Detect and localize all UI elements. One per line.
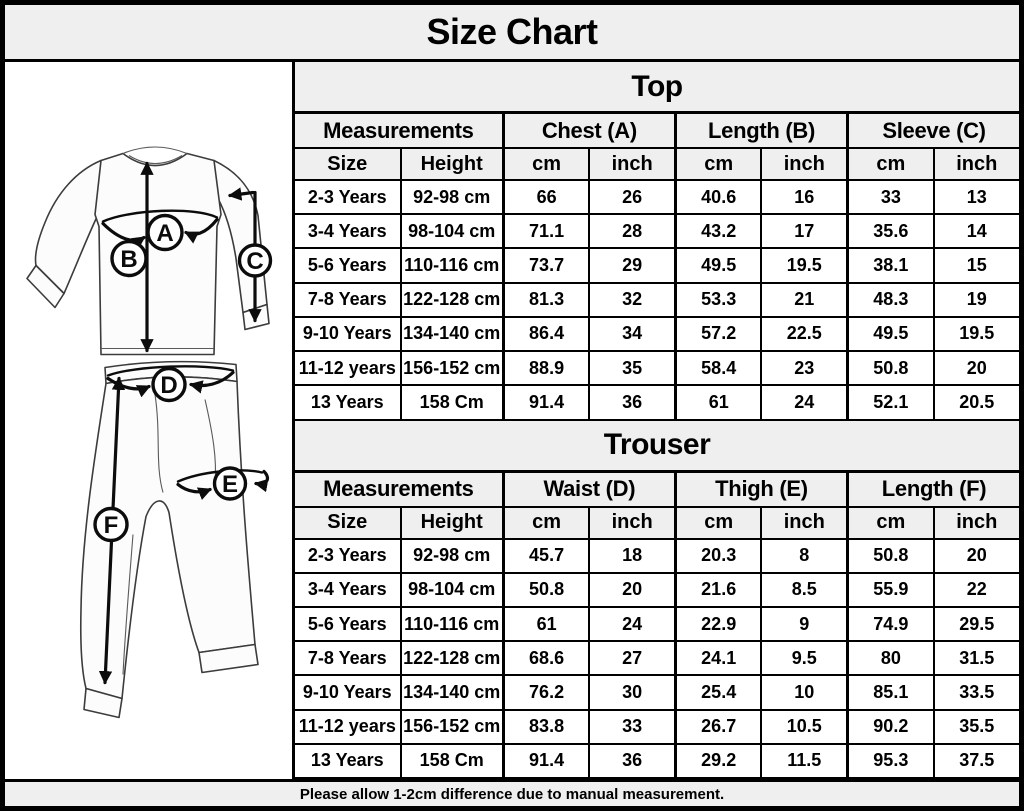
label-D: D	[160, 372, 178, 399]
table-cell: 50.8	[848, 351, 934, 385]
sub-header: Height	[401, 148, 504, 180]
table-cell: 30	[589, 675, 675, 709]
pajama-diagram-panel	[5, 62, 295, 779]
sub-header: Height	[401, 507, 504, 539]
table-cell: 27	[589, 641, 675, 675]
table-cell: 22	[934, 573, 1019, 607]
table-cell: 49.5	[848, 317, 934, 351]
table-cell: 57.2	[675, 317, 761, 351]
table-cell: 86.4	[503, 317, 589, 351]
sub-header: cm	[848, 507, 934, 539]
table-cell: 11.5	[761, 744, 847, 778]
main-area	[5, 62, 1019, 779]
table-cell: 19.5	[761, 248, 847, 282]
table-cell: 35.6	[848, 214, 934, 248]
table-cell: 17	[761, 214, 847, 248]
table-cell: 158 Cm	[401, 744, 504, 778]
table-row	[295, 539, 1019, 573]
footer-note: Please allow 1-2cm difference due to manual measurement.	[299, 785, 725, 803]
table-cell: 38.1	[848, 248, 934, 282]
group-header-measurements: Measurements	[295, 114, 503, 148]
sub-header: inch	[934, 507, 1019, 539]
table-row	[295, 180, 1019, 214]
label-C: C	[246, 248, 264, 275]
table-row	[295, 573, 1019, 607]
table-row	[295, 317, 1019, 351]
label-F-badge	[95, 509, 127, 541]
pajama-diagram	[5, 62, 292, 779]
table-cell: 35.5	[934, 710, 1019, 744]
label-C-badge	[240, 245, 271, 276]
page-title: Size Chart	[426, 11, 598, 52]
table-cell: 45.7	[503, 539, 589, 573]
table-cell: 58.4	[675, 351, 761, 385]
table-cell: 34	[589, 317, 675, 351]
section-trouser-band	[295, 421, 1019, 473]
table-cell: 9-10 Years	[295, 675, 401, 709]
table-cell: 55.9	[848, 573, 934, 607]
table-cell: 43.2	[675, 214, 761, 248]
table-cell: 74.9	[848, 607, 934, 641]
table-cell: 33	[589, 710, 675, 744]
table-cell: 15	[934, 248, 1019, 282]
sub-header: inch	[589, 507, 675, 539]
table-row	[295, 283, 1019, 317]
table-cell: 7-8 Years	[295, 641, 401, 675]
table-row	[295, 675, 1019, 709]
footer-band	[5, 779, 1019, 806]
table-cell: 35	[589, 351, 675, 385]
table-cell: 8.5	[761, 573, 847, 607]
group-header-measurements: Measurements	[295, 473, 503, 507]
sub-header-row	[295, 507, 1019, 539]
sub-header: inch	[934, 148, 1019, 180]
table-cell: 26.7	[675, 710, 761, 744]
table-cell: 91.4	[503, 385, 589, 419]
section-top-band	[295, 62, 1019, 114]
table-cell: 50.8	[503, 573, 589, 607]
label-E-badge	[215, 468, 246, 499]
table-cell: 32	[589, 283, 675, 317]
table-cell: 53.3	[675, 283, 761, 317]
group-header-length: Length (B)	[675, 114, 847, 148]
group-header-waist: Waist (D)	[503, 473, 675, 507]
table-cell: 31.5	[934, 641, 1019, 675]
table-cell: 80	[848, 641, 934, 675]
table-cell: 156-152 cm	[401, 351, 504, 385]
table-cell: 18	[589, 539, 675, 573]
table-cell: 122-128 cm	[401, 641, 504, 675]
table-cell: 24.1	[675, 641, 761, 675]
table-cell: 91.4	[503, 744, 589, 778]
table-cell: 7-8 Years	[295, 283, 401, 317]
table-cell: 52.1	[848, 385, 934, 419]
table-cell: 33	[848, 180, 934, 214]
table-cell: 92-98 cm	[401, 180, 504, 214]
table-cell: 16	[761, 180, 847, 214]
table-cell: 9.5	[761, 641, 847, 675]
sub-header: cm	[675, 148, 761, 180]
sub-header: inch	[761, 507, 847, 539]
table-cell: 24	[589, 607, 675, 641]
table-cell: 24	[761, 385, 847, 419]
table-cell: 85.1	[848, 675, 934, 709]
label-B-badge	[112, 242, 146, 276]
label-B: B	[120, 246, 138, 273]
table-cell: 23	[761, 351, 847, 385]
table-cell: 134-140 cm	[401, 317, 504, 351]
table-cell: 5-6 Years	[295, 248, 401, 282]
section-top	[295, 62, 1019, 421]
table-cell: 10.5	[761, 710, 847, 744]
table-cell: 20	[934, 351, 1019, 385]
table-cell: 40.6	[675, 180, 761, 214]
table-row	[295, 248, 1019, 282]
table-cell: 76.2	[503, 675, 589, 709]
table-cell: 48.3	[848, 283, 934, 317]
size-table-trouser	[295, 473, 1019, 780]
table-cell: 61	[503, 607, 589, 641]
sub-header: cm	[848, 148, 934, 180]
table-cell: 10	[761, 675, 847, 709]
table-cell: 49.5	[675, 248, 761, 282]
size-table-top	[295, 114, 1019, 421]
table-cell: 81.3	[503, 283, 589, 317]
group-header-chest: Chest (A)	[503, 114, 675, 148]
table-cell: 20.3	[675, 539, 761, 573]
table-row	[295, 744, 1019, 778]
sub-header: inch	[761, 148, 847, 180]
table-cell: 3-4 Years	[295, 573, 401, 607]
table-cell: 19	[934, 283, 1019, 317]
table-cell: 20	[589, 573, 675, 607]
title-band	[5, 5, 1019, 62]
table-row	[295, 710, 1019, 744]
label-A-badge	[148, 216, 182, 250]
table-cell: 88.9	[503, 351, 589, 385]
group-header-row	[295, 114, 1019, 148]
table-cell: 22.9	[675, 607, 761, 641]
sub-header: inch	[589, 148, 675, 180]
table-cell: 29.5	[934, 607, 1019, 641]
table-cell: 25.4	[675, 675, 761, 709]
group-header-row	[295, 473, 1019, 507]
table-cell: 29.2	[675, 744, 761, 778]
table-cell: 156-152 cm	[401, 710, 504, 744]
table-cell: 110-116 cm	[401, 248, 504, 282]
table-row	[295, 214, 1019, 248]
table-cell: 22.5	[761, 317, 847, 351]
table-cell: 8	[761, 539, 847, 573]
table-cell: 9	[761, 607, 847, 641]
table-cell: 36	[589, 385, 675, 419]
table-row	[295, 385, 1019, 419]
label-E: E	[221, 471, 239, 498]
table-cell: 73.7	[503, 248, 589, 282]
table-cell: 71.1	[503, 214, 589, 248]
group-header-sleeve: Sleeve (C)	[848, 114, 1019, 148]
table-cell: 29	[589, 248, 675, 282]
tables-panel	[295, 62, 1019, 779]
table-cell: 20	[934, 539, 1019, 573]
table-cell: 95.3	[848, 744, 934, 778]
table-cell: 66	[503, 180, 589, 214]
group-header-thigh: Thigh (E)	[675, 473, 847, 507]
sub-header: cm	[503, 507, 589, 539]
sub-header: cm	[675, 507, 761, 539]
group-header-length: Length (F)	[848, 473, 1019, 507]
table-cell: 21	[761, 283, 847, 317]
table-cell: 83.8	[503, 710, 589, 744]
table-cell: 2-3 Years	[295, 539, 401, 573]
table-cell: 2-3 Years	[295, 180, 401, 214]
table-cell: 9-10 Years	[295, 317, 401, 351]
table-cell: 21.6	[675, 573, 761, 607]
table-cell: 26	[589, 180, 675, 214]
table-row	[295, 641, 1019, 675]
table-cell: 13 Years	[295, 385, 401, 419]
table-cell: 13 Years	[295, 744, 401, 778]
table-cell: 122-128 cm	[401, 283, 504, 317]
table-cell: 50.8	[848, 539, 934, 573]
sub-header: Size	[295, 507, 401, 539]
table-cell: 5-6 Years	[295, 607, 401, 641]
table-cell: 110-116 cm	[401, 607, 504, 641]
table-cell: 92-98 cm	[401, 539, 504, 573]
section-trouser	[295, 421, 1019, 780]
table-cell: 19.5	[934, 317, 1019, 351]
section-trouser-title: Trouser	[603, 428, 711, 461]
table-cell: 13	[934, 180, 1019, 214]
table-cell: 61	[675, 385, 761, 419]
table-cell: 33.5	[934, 675, 1019, 709]
sub-header: Size	[295, 148, 401, 180]
table-cell: 20.5	[934, 385, 1019, 419]
table-row	[295, 607, 1019, 641]
label-F: F	[103, 512, 119, 539]
table-cell: 37.5	[934, 744, 1019, 778]
label-D-badge	[153, 369, 185, 401]
table-cell: 68.6	[503, 641, 589, 675]
table-cell: 28	[589, 214, 675, 248]
table-cell: 158 Cm	[401, 385, 504, 419]
table-cell: 98-104 cm	[401, 573, 504, 607]
sub-header-row	[295, 148, 1019, 180]
label-A: A	[156, 220, 174, 247]
table-row	[295, 351, 1019, 385]
table-cell: 90.2	[848, 710, 934, 744]
table-cell: 3-4 Years	[295, 214, 401, 248]
section-top-title: Top	[631, 69, 683, 103]
table-cell: 11-12 years	[295, 710, 401, 744]
table-cell: 11-12 years	[295, 351, 401, 385]
sub-header: cm	[503, 148, 589, 180]
table-cell: 98-104 cm	[401, 214, 504, 248]
table-cell: 14	[934, 214, 1019, 248]
table-cell: 36	[589, 744, 675, 778]
table-cell: 134-140 cm	[401, 675, 504, 709]
